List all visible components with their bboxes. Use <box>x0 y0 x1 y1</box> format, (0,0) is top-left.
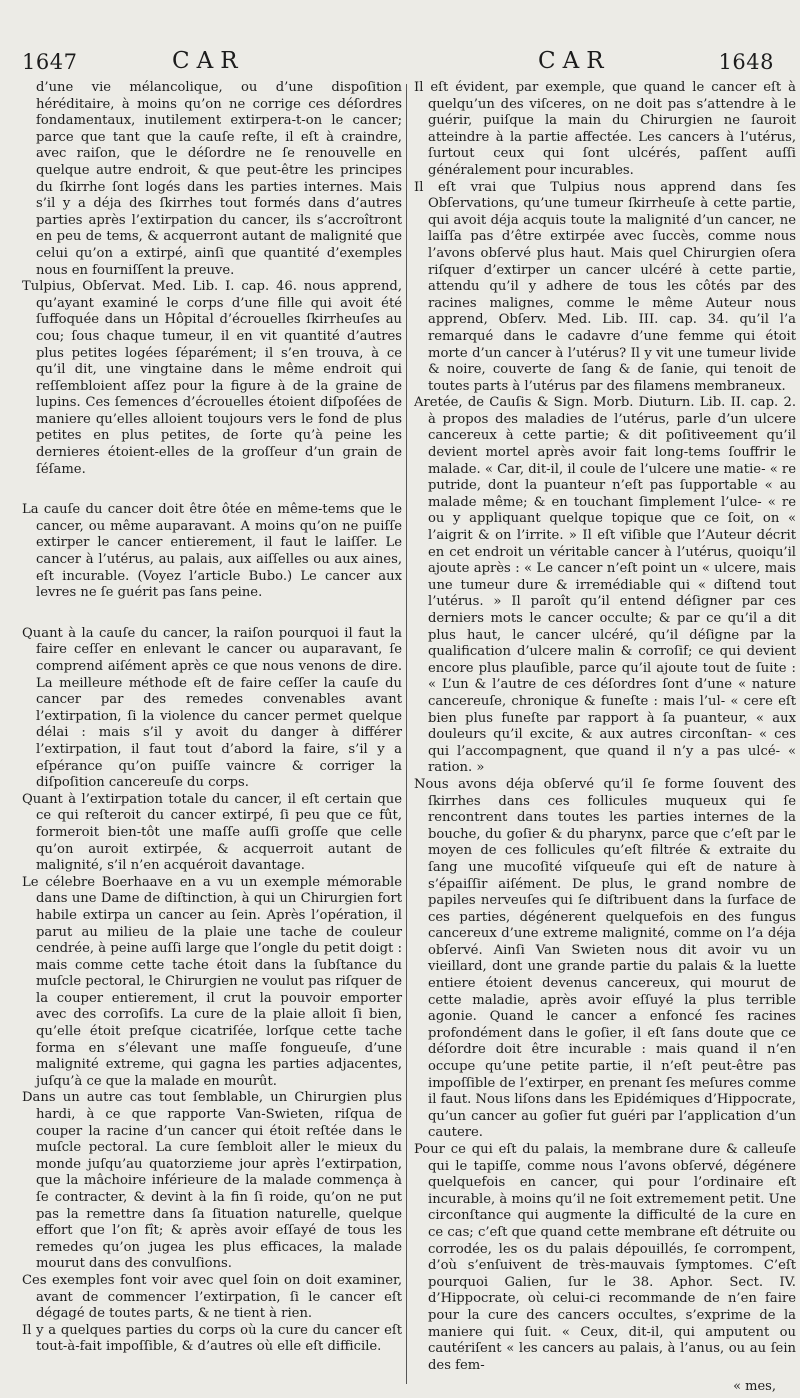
paragraph: Le célebre Boerhaave en a vu un exemple mémorable dans une Dame de diſtinction, à qui un Chirurgien fort habile extirpa un cancer au ſein. Après l’opération, il parut au milieu de la plaie une tache de couleur cendrée, à peine auſſi large que l’ongle du petit doigt : mais comme cette tache étoit dans la ſubſtance du muſcle pectoral, le Chirurgien ne voulut pas riſquer de la couper entierement, il crut la pouvoir emporter avec des corroſifs. La cure de la plaie alloit ſi bien, qu’elle étoit preſque cicatriſée, lorſque cette tache forma en s’élevant une maſſe fongueuſe, d’une malignité extreme, qui gagna les parties adjacentes, juſqu’à ce que la malade en mourût. <box>22 874 402 1089</box>
paragraph: Il eſt évident, par exemple, que quand le cancer eſt à quelqu’un des viſceres, on ne doit pas s’attendre à le guérir, puiſque la main du Chirurgien ne ſauroit atteindre à la partie affectée. Les cancers à l’utérus, ſurtout ceux qui ſont ulcérés, paſſent auſſi généralement pour incurables. <box>414 80 796 178</box>
catchword: « mes, <box>733 1379 776 1395</box>
paragraph: Quant à l’extirpation totale du cancer, il eſt certain que ce qui reſteroit du cancer extirpé, ſi peu que ce fût, formeroit bien-tôt une maſſe auſſi groſſe que celle qu’on auroit extirpée, & acquerroit autant de malignité, s’il n’en acquéroit davantage. <box>22 791 402 874</box>
paragraph: Dans un autre cas tout ſemblable, un Chirurgien plus hardi, à ce que rapporte Van-Swieten, riſqua de couper la racine d’un cancer qui étoit reſtée dans le muſcle pectoral. La cure ſembloit aller le mieux du monde juſqu’au quatorzieme jour après l’extirpation, que la mâchoire inférieure de la malade commença à ſe contracter, & devint à la fin ſi roide, qu’on ne put pas la remettre dans ſa ſituation naturelle, quelque effort que l’on fît; & après avoir eſſayé de tous les remedes qu’on jugea les plus efficaces, la malade mourut dans des convulſions. <box>22 1090 402 1272</box>
paragraph: Quant à la cauſe du cancer, la raiſon pourquoi il faut la faire ceſſer en enlevant le cancer ou auparavant, ſe comprend aiſément après ce que nous venons de dire. La meilleure méthode eſt de faire ceſſer la cauſe du cancer par des remedes convenables avant l’extirpation, ſi la violence du cancer permet quelque délai : mais s’il y avoit du danger à différer l’extirpation, il faut tout d’abord la faire, s’il y a eſpérance qu’on puiſſe vaincre & corriger la diſpoſition cancereuſe du corps. <box>22 625 402 791</box>
paragraph: d’une vie mélancolique, ou d’une dispoſition héréditaire, à moins qu’on ne corrige ces déſordres fondamentaux, inutilement extirpera-t-on le cancer; parce que tant que la cauſe reſte, il eſt à craindre, avec raiſon, que le déſordre ne ſe renouvelle en quelque autre endroit, & que peut-être les principes du ſkirrhe ſont logés dans les parties internes. Mais s’il y a déja des ſkirrhes tout formés dans d’autres parties après l’extirpation du cancer, ils s’accroîtront en peu de tems, & acquerront autant de malignité que celui qu’on a extirpé, ainſi que quantité d’exemples nous en fourniſſent la preuve. <box>36 80 402 278</box>
left-page-number: 1647 <box>22 50 78 74</box>
paragraph: Il eſt vrai que Tulpius nous apprend dans ſes Obſervations, qu’une tumeur ſkirrheuſe à cette partie, qui avoit déja acquis toute la malignité d’un cancer, ne laiſſa pas d’être extirpée avec ſuccès, comme nous l’avons obſervé plus haut. Mais quel Chirurgien oſera riſquer d’extirper un cancer ulcéré à cette partie, attendu qu’il y adhere de tous les côtés par des racines malignes, comme le même Auteur nous apprend, Obſerv. Med. Lib. III. cap. 34. qu’il l’a remarqué dans le cadavre d’une femme qui étoit morte d’un cancer à l’utérus? Il y vit une tumeur livide & noire, couverte de ſang & de ſanie, qui tenoit de toutes parts à l’utérus par des filamens membraneux. <box>414 179 796 394</box>
left-running-title: CAR <box>172 48 245 74</box>
paragraph: Aretée, de Cauſis & Sign. Morb. Diuturn. Lib. II. cap. 2. à propos des maladies de l’utérus, parle d’un ulcere cancereux à cette partie; & dit poſitiveement qu’il devient mortel après avoir fait long-tems ſouffrir le malade. « Car, dit-il, il coule de l’ulcere une matie- « re putride, dont la puanteur n’eſt pas ſupportable « au malade même; & en touchant ſimplement l’ulce- « re ou y appliquant quelque topique que ce ſoit, on « l’aigrit & on l’irrite. » Il eſt viſible que l’Auteur décrit en cet endroit un véritable cancer à l’utérus, quoiqu’il ajoute après : « Le cancer n’eſt point un « ulcere, mais une tumeur dure & irremédiable qui « diſtend tout l’utérus. » Il paroît qu’il entend déſigner par ces derniers mots le cancer occulte; & par ce qu’il a dit plus haut, le cancer ulcéré, qu’il déſigne par la qualification d’ulcere malin & corroſif; ce qui devient encore plus plauſible, parce qu’il ajoute tout de ſuite : « L’un & l’autre de ces déſordres ſont d’une « nature cancereuſe, chronique & funeſte : mais l’ul- « cere eſt bien plus funeſte par rapport à ſa puanteur, « aux douleurs qu’il excite, & aux autres circonſtan- « ces qui l’accompagnent, que quand il n’y a pas ulcé- « ration. » <box>414 395 796 776</box>
paragraph: Ces exemples font voir avec quel ſoin on doit examiner, avant de commencer l’extirpation, ſi le cancer eſt dégagé de toutes parts, & ne tient à rien. <box>22 1272 402 1322</box>
text-columns <box>22 80 796 1398</box>
paragraph: Il y a quelques parties du corps où la cure du cancer eſt tout-à-fait impoſſible, & d’autres où elle eſt difficile. <box>22 1322 402 1355</box>
right-running-title: CAR <box>538 48 611 74</box>
page-header <box>22 50 774 80</box>
left-column <box>22 80 402 1356</box>
paragraph: Tulpius, Obſervat. Med. Lib. I. cap. 46. nous apprend, qu’ayant examiné le corps d’une fille qui avoit été ſuffoquée dans un Hôpital d’écrouelles ſkirrheuſes au cou; ſous chaque tumeur, il en vit quantité d’autres plus petites logées ſéparément; il s’en trouva, à ce qu’il dit, une vingtaine dans le même endroit qui reſſembloient aſſez pour la figure à de la graine de lupins. Ces ſemences d’écrouelles étoient diſpoſées de maniere qu’elles alloient toujours vers le fond de plus petites en plus petites, de ſorte qu’à peine les dernieres étoient-elles de la groſſeur d’un grain de ſéſame. <box>22 279 402 477</box>
paragraph: La cauſe du cancer doit être ôtée en même-tems que le cancer, ou même auparavant. A moins qu’on ne puiſſe extirper le cancer entierement, il faut le laiſſer. Le cancer à l’utérus, au palais, aux aiſſelles ou aux aines, eſt incurable. (Voyez l’article Bubo.) Le cancer aux levres ne ſe guérit pas ſans peine. <box>22 502 402 601</box>
right-page-number: 1648 <box>718 50 774 74</box>
paragraph: Nous avons déja obſervé qu’il ſe forme ſouvent des ſkirrhes dans ces follicules muqueux qui ſe rencontrent dans toutes les parties internes de la bouche, du goſier & du pharynx, parce que c’eſt par le moyen de ces follicules qu’eſt filtrée & extraite du ſang une mucoſité viſqueuſe qui eſt de nature à s’épaiſſir aiſément. De plus, le grand nombre de papiles nerveuſes qui ſe diſtribuent dans la ſurface de ces parties, dégénerent quelquefois en des fungus cancereux d’une extreme malignité, comme on l’a déja obſervé. Ainſi Van Swieten nous dit avoir vu un vieillard, dont une grande partie du palais & la luette entiere étoient devenus cancereux, qui mourut de cette maladie, après avoir eſſuyé la plus terrible agonie. Quand le cancer a enfoncé ſes racines profondément dans le goſier, il eſt ſans doute que ce déſordre doit être incurable : mais quand il n’en occupe qu’une petite partie, il n’eſt peut-être pas impoſſible de l’extirper, en prenant ſes meſures comme il faut. Nous liſons dans les Epidémiques d’Hippocrate, qu’un cancer au goſier fut guéri par l’application d’un cautere. <box>414 776 796 1141</box>
paragraph: Pour ce qui eſt du palais, la membrane dure & calleuſe qui le tapiſſe, comme nous l’avons obſervé, dégénere quelquefois en cancer, qui pour l’ordinaire eſt incurable, à moins qu’il ne ſoit extremement petit. Une circonſtance qui augmente la difficulté de la cure en ce cas; c’eſt que quand cette membrane eſt détruite ou corrodée, les os du palais dépouillés, ſe corrompent, d’où s’enſuivent de très-mauvais ſymptomes. C’eſt pourquoi Galien, ſur le 38. Aphor. Sect. IV. d’Hippocrate, où celui-ci recommande de n’en faire pour la cure des cancers occultes, s’exprime de la maniere qui ſuit. « Ceux, dit-il, qui amputent ou cautériſent « les cancers au palais, à l’anus, ou au ſein des fem- <box>414 1142 796 1373</box>
right-column <box>414 80 796 1374</box>
